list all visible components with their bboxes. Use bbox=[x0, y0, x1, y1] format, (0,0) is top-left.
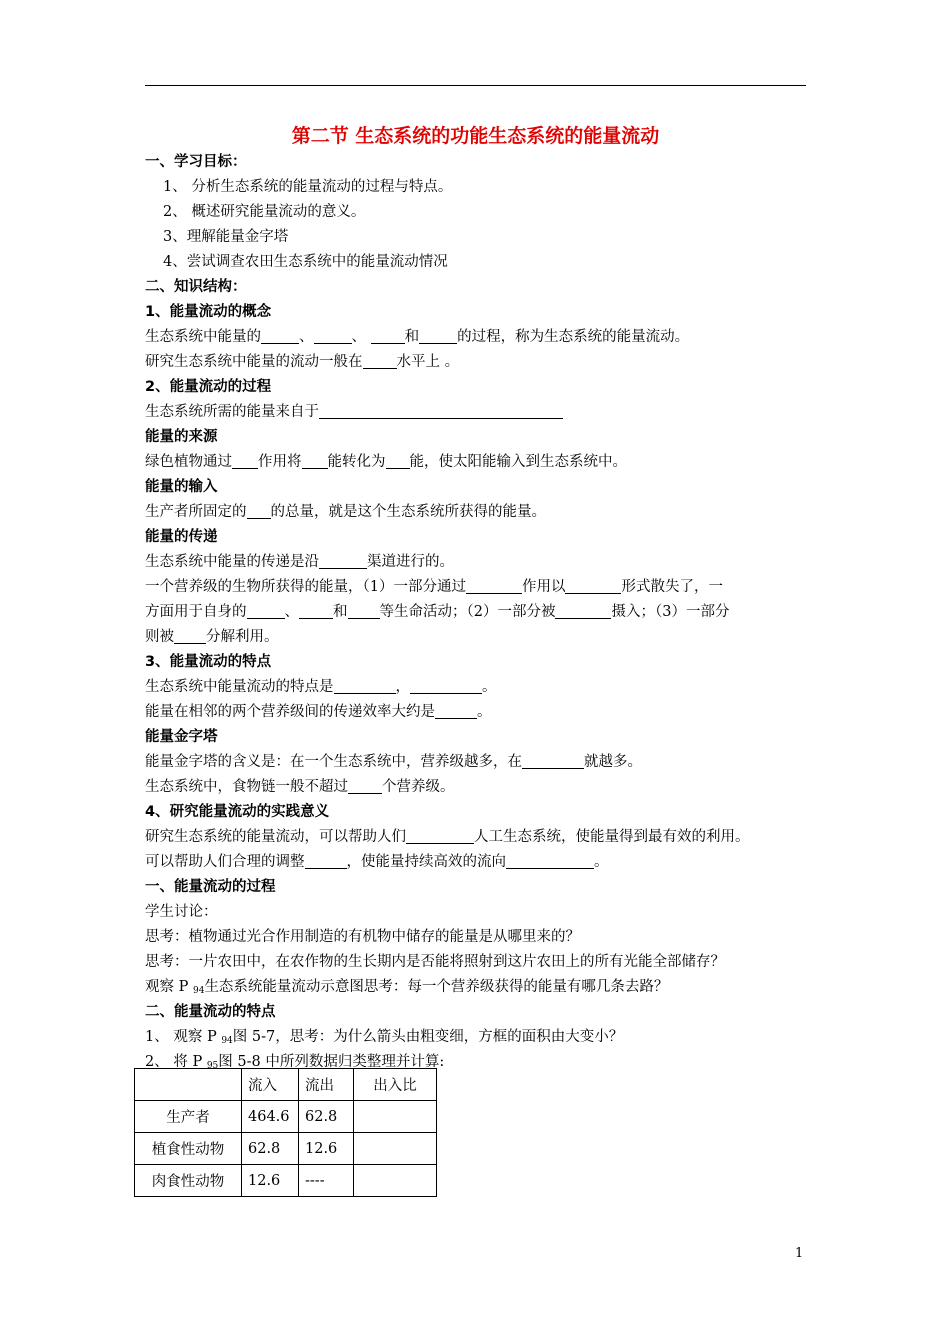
text: 生态系统中能量流动的特点是 bbox=[145, 679, 334, 695]
subheading-transfer: 能量的传递 bbox=[145, 529, 218, 545]
section-heading-process: 一、能量流动的过程 bbox=[145, 879, 276, 895]
subheading-source: 能量的来源 bbox=[145, 429, 218, 445]
table-cell: 植食性动物 bbox=[135, 1133, 242, 1165]
text: 形式散失了，一 bbox=[621, 579, 723, 595]
text: 和 bbox=[404, 329, 420, 345]
text: 个营养级。 bbox=[382, 779, 455, 795]
discussion-line: 学生讨论： bbox=[145, 904, 218, 920]
text: 图 5-7，思考：为什么箭头由粗变细，方框的面积由大变小？ bbox=[232, 1029, 624, 1045]
table-cell: 62.8 bbox=[299, 1101, 354, 1133]
objective-item: 4、尝试调查农田生态系统中的能量流动情况 bbox=[163, 254, 448, 270]
text: 生态系统中，食物链一般不超过 bbox=[145, 779, 348, 795]
table-row bbox=[135, 1133, 437, 1165]
blank bbox=[174, 626, 206, 644]
pyramid-line bbox=[145, 775, 815, 800]
text: 和 bbox=[333, 604, 348, 620]
blank bbox=[466, 576, 522, 594]
section-heading-features: 二、能量流动的特点 bbox=[145, 1004, 276, 1020]
blank bbox=[232, 451, 258, 469]
blank bbox=[410, 676, 482, 694]
table-header-cell: 流出 bbox=[299, 1069, 354, 1101]
page-ref: 94 bbox=[192, 986, 205, 996]
text: 、 bbox=[351, 329, 371, 345]
text: 、 bbox=[299, 329, 314, 345]
table-cell bbox=[354, 1133, 437, 1165]
blank bbox=[319, 401, 563, 419]
text: 、 bbox=[284, 604, 299, 620]
subheading-process: 2、能量流动的过程 bbox=[145, 379, 272, 395]
header-rule bbox=[145, 85, 806, 86]
text: 渠道进行的。 bbox=[367, 554, 454, 570]
text: 能转化为 bbox=[327, 454, 386, 470]
blank bbox=[363, 351, 397, 369]
table-cell: ---- bbox=[299, 1165, 354, 1197]
page-ref: 95 bbox=[206, 1061, 219, 1071]
blank bbox=[319, 551, 367, 569]
text: 人工生态系统，使能量得到最有效的利用。 bbox=[474, 829, 750, 845]
transfer-line bbox=[145, 575, 815, 600]
energy-data-table bbox=[134, 1068, 437, 1197]
task-line bbox=[145, 1025, 815, 1050]
table-header-row bbox=[135, 1069, 437, 1101]
text: 等生命活动；（2）一部分被 bbox=[379, 604, 556, 620]
text: 作用以 bbox=[521, 579, 566, 595]
concept-line bbox=[145, 325, 815, 350]
blank bbox=[371, 326, 405, 344]
blank bbox=[247, 601, 285, 619]
objective-item: 3、理解能量金字塔 bbox=[163, 229, 289, 245]
input-line bbox=[145, 500, 815, 525]
blank bbox=[386, 451, 410, 469]
blank bbox=[419, 326, 457, 344]
subheading-concept: 1、能量流动的概念 bbox=[145, 304, 272, 320]
text: 。 bbox=[482, 679, 497, 695]
text: 生态系统中能量的传递是沿 bbox=[145, 554, 319, 570]
blank bbox=[565, 576, 621, 594]
question-line bbox=[145, 975, 815, 1000]
text: 生态系统所需的能量来自于 bbox=[145, 404, 319, 420]
blank bbox=[261, 326, 299, 344]
text: 图 5-8 中所列数据归类整理并计算: bbox=[218, 1054, 445, 1070]
document-body bbox=[145, 150, 815, 1075]
page-title: 第二节 生态系统的功能生态系统的能量流动 bbox=[291, 125, 660, 147]
page-ref: 94 bbox=[221, 1036, 233, 1046]
text: 分解利用。 bbox=[206, 629, 279, 645]
blank bbox=[334, 676, 396, 694]
concept-line bbox=[145, 350, 815, 375]
features-line bbox=[145, 700, 815, 725]
process-line bbox=[145, 400, 815, 425]
text: 的总量，就是这个生态系统所获得的能量。 bbox=[270, 504, 546, 520]
text: 研究生态系统的能量流动，可以帮助人们 bbox=[145, 829, 406, 845]
pyramid-line bbox=[145, 750, 815, 775]
blank bbox=[435, 701, 477, 719]
features-line bbox=[145, 675, 815, 700]
table-cell: 464.6 bbox=[242, 1101, 299, 1133]
text: 绿色植物通过 bbox=[145, 454, 232, 470]
blank bbox=[522, 751, 584, 769]
text: 生态系统能量流动示意图思考：每一个营养级获得的能量有哪几条去路？ bbox=[204, 979, 669, 995]
text: 一个营养级的生物所获得的能量，（1）一部分通过 bbox=[145, 579, 466, 595]
transfer-line bbox=[145, 625, 815, 650]
text: 能，使太阳能输入到生态系统中。 bbox=[409, 454, 627, 470]
meaning-line bbox=[145, 825, 815, 850]
objective-item: 2、 概述研究能量流动的意义。 bbox=[163, 204, 366, 220]
subheading-features: 3、能量流动的特点 bbox=[145, 654, 272, 670]
source-line bbox=[145, 450, 815, 475]
text: 。 bbox=[477, 704, 492, 720]
text: ， bbox=[395, 679, 410, 695]
table-cell: 62.8 bbox=[242, 1133, 299, 1165]
text: 2、 将 P bbox=[145, 1054, 207, 1070]
blank bbox=[406, 826, 474, 844]
text: 生产者所固定的 bbox=[145, 504, 247, 520]
text: 作用将 bbox=[258, 454, 302, 470]
subheading-input: 能量的输入 bbox=[145, 479, 218, 495]
table-cell: 12.6 bbox=[299, 1133, 354, 1165]
text: 。 bbox=[594, 854, 609, 870]
text: 则被 bbox=[145, 629, 174, 645]
blank bbox=[348, 776, 382, 794]
question-line: 思考：植物通过光合作用制造的有机物中储存的能量是从哪里来的？ bbox=[145, 929, 580, 945]
table-row bbox=[135, 1101, 437, 1133]
text: 方面用于自身的 bbox=[145, 604, 247, 620]
table-row bbox=[135, 1165, 437, 1197]
text: 摄入；（3）一部分 bbox=[611, 604, 730, 620]
text: 的过程，称为生态系统的能量流动。 bbox=[457, 329, 690, 345]
text: 水平上 。 bbox=[396, 354, 460, 370]
blank bbox=[247, 501, 271, 519]
blank bbox=[506, 851, 594, 869]
table-header-cell: 出入比 bbox=[354, 1069, 437, 1101]
blank bbox=[348, 601, 380, 619]
subheading-pyramid: 能量金字塔 bbox=[145, 729, 218, 745]
blank bbox=[314, 326, 352, 344]
transfer-line bbox=[145, 600, 815, 625]
text: 就越多。 bbox=[584, 754, 642, 770]
blank bbox=[302, 451, 328, 469]
blank bbox=[299, 601, 333, 619]
section-heading-objectives: 一、学习目标： bbox=[145, 154, 247, 170]
blank bbox=[555, 601, 611, 619]
meaning-line bbox=[145, 850, 815, 875]
blank bbox=[305, 851, 347, 869]
table-cell: 生产者 bbox=[135, 1101, 242, 1133]
text: 生态系统中能量的 bbox=[145, 329, 261, 345]
transfer-line bbox=[145, 550, 815, 575]
text: 1、 观察 P bbox=[145, 1029, 222, 1045]
objective-item: 1、 分析生态系统的能量流动的过程与特点。 bbox=[163, 179, 453, 195]
text: 研究生态系统中能量的流动一般在 bbox=[145, 354, 363, 370]
subheading-meaning: 4、研究能量流动的实践意义 bbox=[145, 804, 330, 820]
question-line: 思考：一片农田中，在农作物的生长期内是否能将照射到这片农田上的所有光能全部储存？ bbox=[145, 954, 725, 970]
table-cell: 12.6 bbox=[242, 1165, 299, 1197]
page-number: 1 bbox=[795, 1246, 804, 1261]
table-header-cell bbox=[135, 1069, 242, 1101]
section-heading-structure: 二、知识结构： bbox=[145, 279, 247, 295]
table-header-cell: 流入 bbox=[242, 1069, 299, 1101]
text: 能量在相邻的两个营养级间的传递效率大约是 bbox=[145, 704, 435, 720]
text: 可以帮助人们合理的调整 bbox=[145, 854, 305, 870]
table-cell: 肉食性动物 bbox=[135, 1165, 242, 1197]
table-cell bbox=[354, 1165, 437, 1197]
table-cell bbox=[354, 1101, 437, 1133]
text: 观察 P bbox=[145, 979, 193, 995]
text: ，使能量持续高效的流向 bbox=[346, 854, 506, 870]
text: 能量金字塔的含义是：在一个生态系统中，营养级越多，在 bbox=[145, 754, 522, 770]
